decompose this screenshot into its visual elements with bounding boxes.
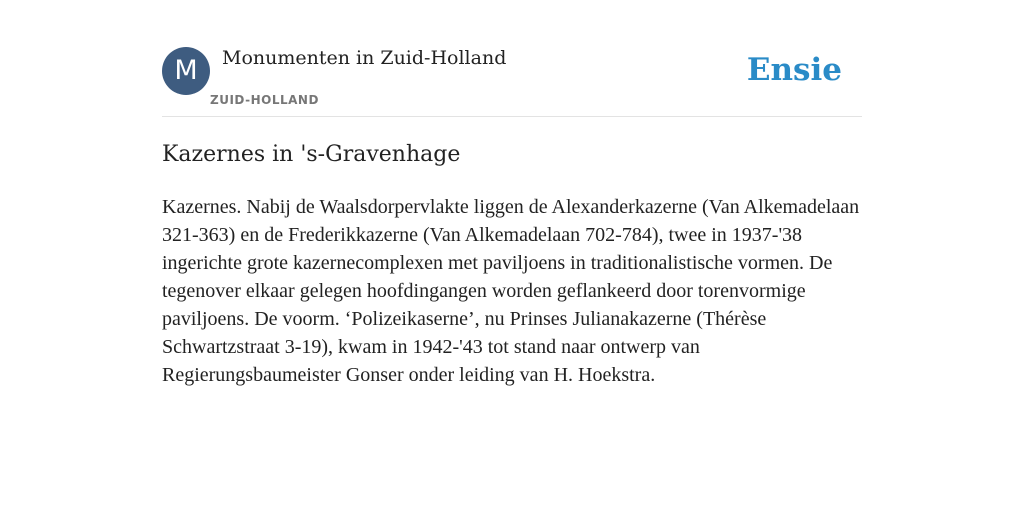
article-title: Kazernes in 's-Gravenhage — [162, 142, 461, 167]
category-link[interactable]: ZUID-HOLLAND — [210, 93, 319, 107]
article-body: Kazernes. Nabij de Waalsdorpervlakte liggen de Alexanderkazerne (Van Alkemadelaan 321-363) en de Frederikkazerne (Van Alkemadelaan 702-784), twee in 1937-'38 ingerichte grote kazernecomplexen met paviljoens in traditionalistische vormen. De tegenover elkaar gelegen hoofdingangen worden geflankeerd door torenvormige paviljoens. De voorm. ‘Polizeikaserne’, nu Prinses Julianakazerne (Thérèse Schwartzstraat 3-19), kwam in 1942-'43 tot stand naar ontwerp van Regierungsbaumeister Gonser onder leiding van H. Hoekstra. — [162, 196, 860, 386]
header — [162, 46, 862, 117]
book-title-link[interactable]: Monumenten in Zuid-Holland — [222, 47, 507, 69]
brand-logo[interactable]: Ensie — [746, 52, 842, 88]
avatar[interactable]: M — [162, 47, 210, 95]
